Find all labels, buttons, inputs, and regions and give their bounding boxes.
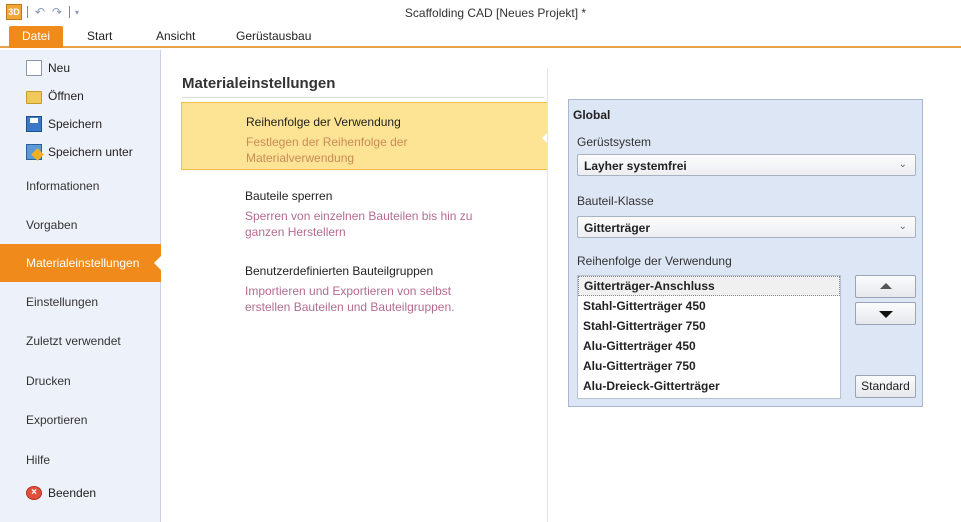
move-up-button[interactable]	[855, 275, 916, 298]
nav-command-neu[interactable]	[26, 59, 70, 77]
save-icon	[26, 116, 42, 132]
nav-item-drucken[interactable]: Drucken	[26, 374, 71, 388]
list-item[interactable]: Alu-Gitterträger 450	[583, 339, 696, 353]
nav-command-label: Neu	[48, 61, 71, 75]
arrow-down-icon	[879, 311, 893, 318]
nav-command-beenden[interactable]	[26, 484, 96, 502]
option-description: Festlegen der Reihenfolge der Materialverwendung	[246, 135, 408, 165]
option-reihenfolge[interactable]	[181, 102, 548, 170]
bauteil-klasse-select[interactable]	[577, 216, 916, 238]
nav-item-exportieren[interactable]: Exportieren	[26, 413, 88, 427]
bauteil-klasse-label: Bauteil-Klasse	[577, 194, 654, 208]
save-as-icon	[26, 144, 42, 160]
tab-datei[interactable]: Datei	[9, 26, 63, 48]
panel-divider	[547, 68, 548, 522]
ribbon-tab-bar	[0, 26, 961, 48]
window-title: Scaffolding CAD [Neues Projekt] *	[404, 6, 587, 20]
geruestsystem-select[interactable]	[577, 154, 916, 176]
nav-command-label: Speichern unter	[48, 145, 133, 159]
heading-divider	[182, 97, 544, 98]
page-title: Materialeinstellungen	[182, 75, 336, 92]
backstage-nav	[0, 50, 161, 522]
list-item[interactable]: Alu-Dreieck-Gitterträger	[583, 379, 720, 393]
move-down-button[interactable]	[855, 302, 916, 325]
nav-item-zuletzt-verwendet[interactable]: Zuletzt verwendet	[26, 334, 121, 348]
list-item[interactable]: Stahl-Gitterträger 750	[583, 319, 706, 333]
nav-item-materialeinstellungen[interactable]: Materialeinstellungen	[0, 244, 161, 282]
customize-toolbar-icon[interactable]: ▾	[75, 7, 80, 17]
option-bauteilgruppen[interactable]	[181, 252, 548, 320]
exit-icon: ×	[26, 486, 42, 500]
tab-start[interactable]: Start	[87, 29, 113, 43]
arrow-up-icon	[880, 283, 892, 289]
tab-geruestausbau[interactable]: Gerüstausbau	[236, 29, 312, 43]
list-item[interactable]: Stahl-Gitterträger 450	[583, 299, 706, 313]
option-description: Sperren von einzelnen Bauteilen bis hin zu ganzen Herstellern	[245, 209, 473, 239]
new-document-icon	[26, 60, 42, 76]
nav-command-label: Beenden	[48, 486, 97, 500]
nav-item-hilfe[interactable]: Hilfe	[26, 453, 51, 467]
tab-ansicht[interactable]: Ansicht	[156, 29, 196, 43]
title-bar	[0, 0, 961, 26]
nav-command-oeffnen[interactable]	[26, 87, 84, 105]
settings-panel	[568, 99, 923, 407]
bauteil-klasse-value: Gitterträger	[584, 221, 651, 235]
option-bauteile-sperren[interactable]	[181, 177, 548, 245]
standard-button[interactable]: Standard	[855, 375, 916, 398]
redo-icon[interactable]: ↷	[51, 5, 63, 19]
geruestsystem-value: Layher systemfrei	[584, 159, 687, 173]
nav-item-informationen[interactable]: Informationen	[26, 179, 100, 193]
list-item[interactable]: Gitterträger-Anschluss	[578, 276, 840, 296]
reihenfolge-label: Reihenfolge der Verwendung	[577, 254, 732, 268]
nav-command-label: Öffnen	[48, 89, 84, 103]
option-title: Benutzerdefinierten Bauteilgruppen	[245, 264, 434, 278]
nav-command-label: Speichern	[48, 117, 103, 131]
nav-command-speichern[interactable]	[26, 115, 102, 133]
option-title: Bauteile sperren	[245, 189, 333, 203]
reihenfolge-list[interactable]	[577, 275, 841, 399]
chevron-down-icon: ⌄	[898, 159, 907, 170]
folder-open-icon	[26, 91, 42, 104]
nav-item-einstellungen[interactable]: Einstellungen	[26, 295, 99, 309]
app-icon[interactable]: 3D	[6, 4, 22, 20]
chevron-down-icon: ⌄	[898, 221, 907, 232]
option-description: Importieren und Exportieren von selbst erstellen Bauteilen und Bauteilgruppen.	[245, 284, 455, 314]
group-title: Global	[573, 108, 611, 122]
nav-item-vorgaben[interactable]: Vorgaben	[26, 218, 78, 232]
undo-icon[interactable]: ↶	[34, 5, 46, 19]
list-item[interactable]: Alu-Gitterträger 750	[583, 359, 696, 373]
geruestsystem-label: Gerüstsystem	[577, 135, 652, 149]
option-title: Reihenfolge der Verwendung	[246, 115, 401, 129]
nav-command-speichern-unter[interactable]	[26, 143, 133, 161]
